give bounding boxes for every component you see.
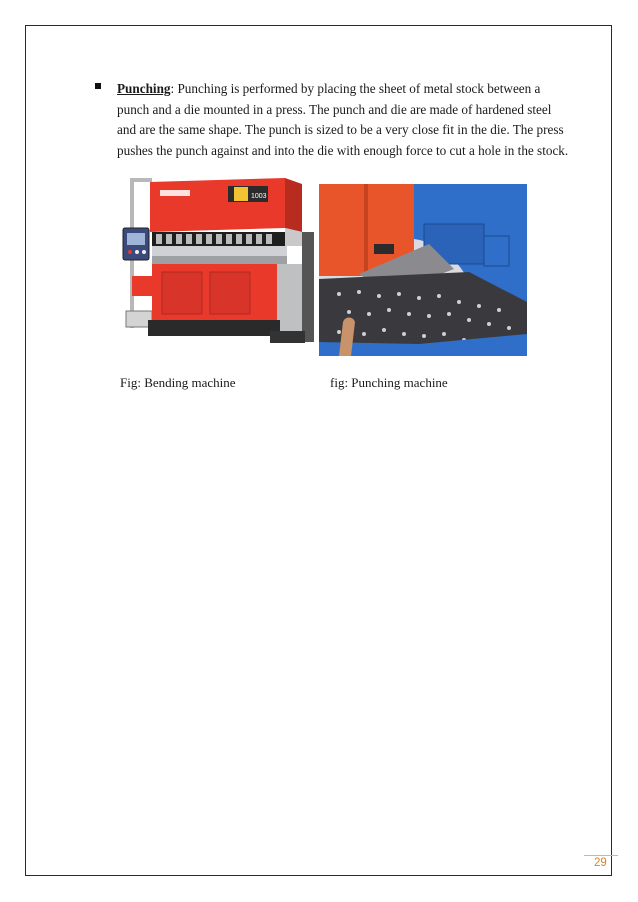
paragraph-line-4: pushes the punch against and into the die with enough force to cut a hole in the stock.	[117, 142, 569, 158]
punching-paragraph	[117, 79, 567, 161]
page-number: 29	[594, 857, 607, 869]
paragraph-line-1	[117, 79, 567, 100]
paragraph-line-2: punch and a die mounted in a press. The punch and die are made of hardened steel	[117, 101, 552, 117]
caption-punching-machine: fig: Punching machine	[330, 375, 448, 390]
paragraph-line-3: and are the same shape. The punch is sized to be a very close fit in the die. The press	[117, 122, 564, 137]
term-punching: Punching	[117, 81, 171, 96]
punching-machine-image	[319, 184, 527, 356]
line-1-text: : Punching is performed by placing the sheet of metal stock between a	[170, 81, 541, 96]
caption-bending-machine: Fig: Bending machine	[120, 375, 236, 390]
bullet-square-icon	[95, 83, 101, 89]
svg-text:1003: 1003	[251, 193, 267, 200]
bending-machine-image	[120, 176, 315, 348]
page-number-rule	[584, 855, 618, 856]
